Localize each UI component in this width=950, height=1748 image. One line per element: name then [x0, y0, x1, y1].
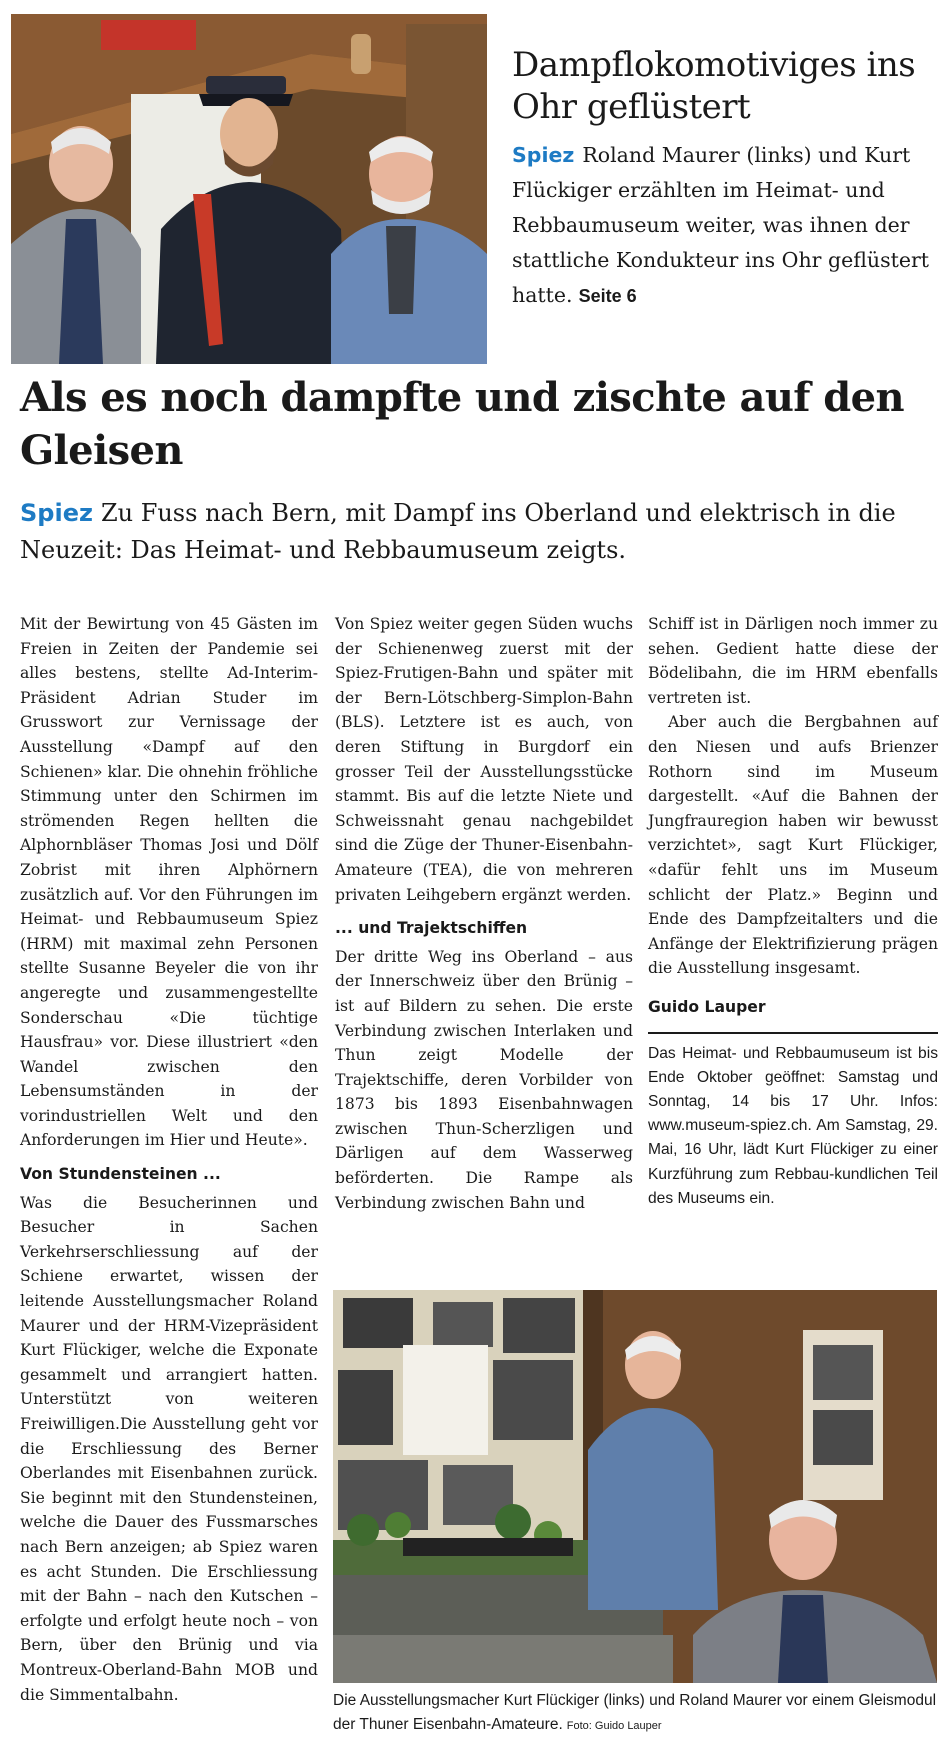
article-headline: Als es noch dampfte und zischte auf den Gleisen	[20, 374, 904, 474]
paragraph: Von Spiez weiter gegen Süden wuchs der Schienenweg zuerst mit der Spiez-Frutigen-Bahn und später mit der Bern-Lötschberg-Simplon-Bahn (BLS). Letztere ist es auch, von deren Stiftung in Burgdorf ein grosser Teil der Ausstellungsstücke stammt. Bis auf die letzte Niete und Schweissnaht genau nachgebildet sind die Züge der Thuner-Eisenbahn-Amateure (TEA), die von mehreren privaten Leihgebern ergänzt werden.	[335, 615, 633, 904]
article-column-2	[335, 612, 633, 1215]
article-column-1	[20, 612, 318, 1707]
subheading: ... und Trajektschiffen	[335, 919, 528, 938]
teaser-block	[512, 44, 942, 314]
exhibition-photo	[333, 1290, 937, 1683]
article-column-3	[648, 612, 938, 1211]
paragraph: Schiff ist in Därligen noch immer zu sehen. Gedient hatte diese der Bödelibahn, die im HRM ebenfalls vertreten ist.	[648, 615, 938, 707]
subheading: Von Stundensteinen ...	[20, 1165, 221, 1184]
teaser-photo	[11, 14, 487, 364]
teaser-title: Dampflokomotiviges ins Ohr geflüstert	[512, 45, 916, 127]
photo-credit: Foto: Guido Lauper	[566, 1720, 662, 1732]
lead-kicker: Spiez	[20, 499, 93, 527]
lead-text: Zu Fuss nach Bern, mit Dampf ins Oberland und elektrisch in die Neuzeit: Das Heimat- und Rebbaumuseum zeigts.	[20, 499, 896, 564]
teaser-kicker: Spiez	[512, 143, 575, 167]
caption-text: Die Ausstellungsmacher Kurt Flückiger (links) und Roland Maurer vor einem Gleismodul der Thuner Eisenbahn-Amateure.	[333, 1692, 937, 1733]
info-box: Das Heimat- und Rebbaumuseum ist bis Ende Oktober geöffnet: Samstag und Sonntag, 14 bis 17 Uhr. Infos: www.museum-spiez.ch. Am Samstag, 29. Mai, 16 Uhr, lädt Kurt Flückiger zu einer Kurzführung zum Rebbau-kundlichen Teil des Museums ein.	[648, 1044, 938, 1207]
paragraph: Mit der Bewirtung von 45 Gästen im Freien in Zeiten der Pandemie sei alles bestens, stellte Ad-Interim-Präsident Adrian Studer im Grusswort zur Vernissage der Ausstellung «Dampf auf den Schienen» klar. Die ohnehin fröhliche Stimmung unter den Schirmen im strömenden Regen hellten die Alphornbläser Thomas Josi und Dölf Zobrist mit ihren Alphörnern zusätzlich auf. Vor den Führungen im Heimat- und Rebbaumuseum Spiez (HRM) mit maximal zehn Personen stellte Susanne Beyeler die von ihr angeregte und zusammengestellte Sonderschau «Die tüchtige Hausfrau» vor. Diese illustriert «den Wandel zwischen den Lebensumständen in der vorindustriellen Welt und den Anforderungen im Hier und Heute».	[20, 615, 318, 1150]
paragraph: Der dritte Weg ins Oberland – aus der Innerschweiz über den Brünig – ist auf Bildern zu sehen. Die erste Verbindung zwischen Interlaken und Thun zeigt Modelle der Trajektschiffe, deren Vorbilder von 1873 bis 1893 Eisenbahnwagen zwischen Thun-Scherzligen und Därligen auf dem Wasserweg beförderten. Die Rampe als Verbindung zwischen Bahn und	[335, 947, 633, 1212]
photo-caption	[333, 1689, 937, 1738]
author-byline: Guido Lauper	[648, 997, 766, 1016]
paragraph: Aber auch die Bergbahnen auf den Niesen und aufs Brienzer Rothorn sind im Museum dargestellt. «Auf die Bahnen der Jungfrauregion haben wir bewusst verzichtet», sagt Kurt Flückiger, «dafür fehlt uns im Museum schlicht der Platz.» Beginn und Ende des Dampfzeitalters und die Anfänge der Elektrifizierung prägen die Ausstellung insgesamt.	[648, 713, 938, 978]
teaser-text	[512, 138, 942, 314]
teaser-page-ref[interactable]: Seite 6	[578, 286, 637, 306]
teaser-body: Roland Maurer (links) und Kurt Flückiger erzählten im Heimat- und Rebbaumuseum weiter, was ihnen der stattliche Kondukteur ins Ohr geflüstert hatte.	[512, 143, 930, 307]
article-lead	[20, 495, 935, 569]
divider	[648, 1032, 938, 1034]
paragraph: Was die Besucherinnen und Besucher in Sachen Verkehrserschliessung auf der Schiene erwartet, wissen der leitende Ausstellungsmacher Roland Maurer und der HRM-Vizepräsident Kurt Flückiger, welche die Exponate gesammelt und arrangiert hatten. Unterstützt von weiteren Freiwilligen.Die Ausstellung geht vor die Erschliessung des Berner Oberlandes mit Eisenbahnen zurück. Sie beginnt mit den Stundensteinen, welche die Dauer des Fussmarsches nach Bern anzeigen; ab Spiez waren es acht Stunden. Die Erschliessung mit der Bahn – nach den Kutschen – erfolgte und erfolgt heute noch – von Bern, über den Brünig und via Montreux-Oberland-Bahn MOB und die Simmentalbahn.	[20, 1193, 318, 1704]
